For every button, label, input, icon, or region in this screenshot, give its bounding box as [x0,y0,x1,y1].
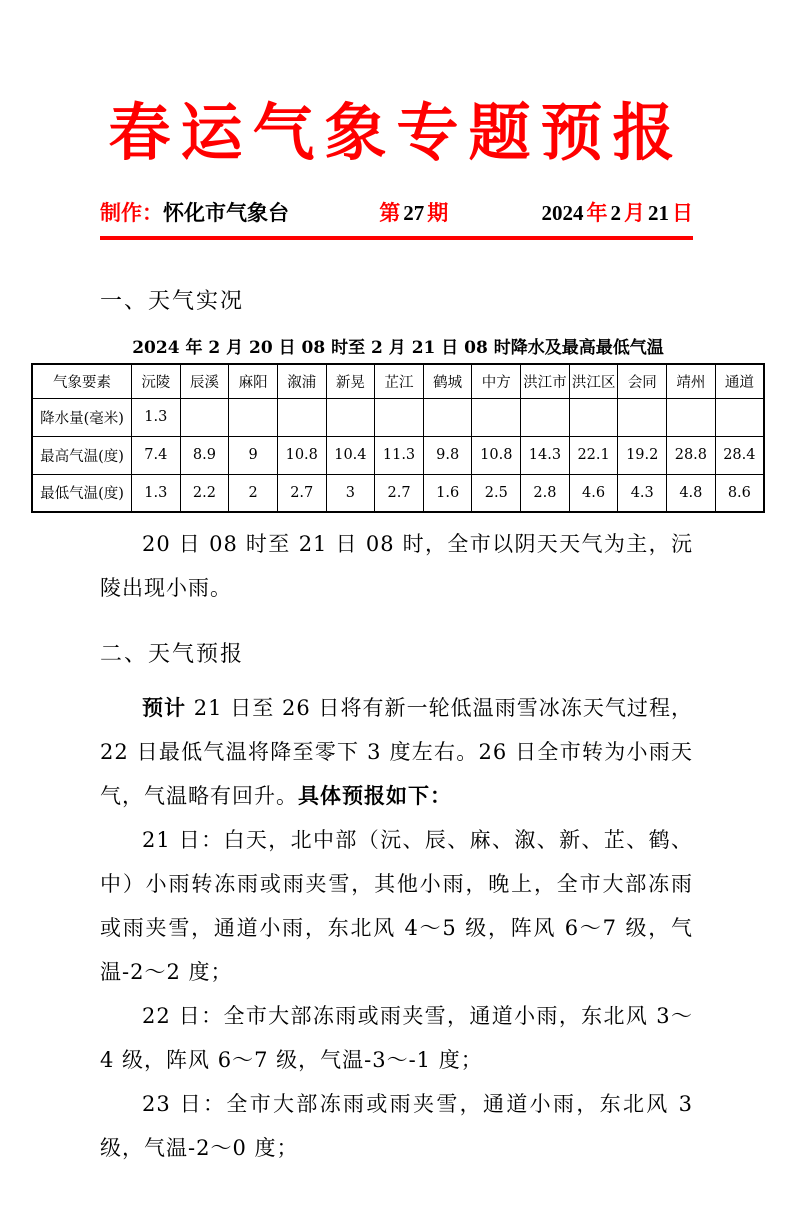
section-heading-weather-actual: 一、天气实况 [100,289,245,314]
meta-row [100,197,693,240]
table-cell: 2.7 [375,474,424,512]
date-day-unit: 日 [672,201,693,225]
table-cell: 10.4 [326,436,375,474]
column-header-station: 靖州 [667,364,716,398]
column-header-station: 会同 [618,364,667,398]
table-cell [569,398,618,436]
table-cell: 9 [229,436,278,474]
column-header-factor: 气象要素 [32,364,132,398]
date-month: 2 [610,201,621,225]
row-label: 最低气温(度) [32,474,132,512]
table-cell: 28.8 [667,436,716,474]
table-cell [180,398,229,436]
table-cell [229,398,278,436]
weather-table-title: 2024 年 2 月 20 日 08 时至 2 月 21 日 08 时降水及最高最低气温 [132,338,664,358]
table-cell: 14.3 [521,436,570,474]
table-cell: 19.2 [618,436,667,474]
column-header-station: 洪江市 [521,364,570,398]
forecast-day-22-paragraph: 22 日：全市大部冻雨或雨夹雪，通道小雨，东北风 3～4 级，阵风 6～7 级，气温-3～-1 度； [100,1004,693,1072]
issue-date [539,197,694,227]
table-cell: 9.8 [423,436,472,474]
weather-table [31,363,765,513]
issue-number-value: 27 [403,201,425,225]
table-cell: 4.8 [667,474,716,512]
table-row [32,474,764,512]
column-header-station: 中方 [472,364,521,398]
table-cell: 3 [326,474,375,512]
table-cell [375,398,424,436]
column-header-station: 芷江 [375,364,424,398]
table-cell [326,398,375,436]
table-cell: 2 [229,474,278,512]
forecast-intro-paragraph [100,686,693,818]
forecast-intro-tail: 具体预报如下： [298,784,452,808]
row-label: 降水量(毫米) [32,398,132,436]
column-header-station: 沅陵 [132,364,181,398]
document-page [0,86,793,1208]
row-label: 最高气温(度) [32,436,132,474]
table-cell: 8.6 [715,474,764,512]
table-cell: 4.6 [569,474,618,512]
column-header-station: 新晃 [326,364,375,398]
column-header-station: 通道 [715,364,764,398]
issue-suffix-char: 期 [427,201,449,225]
document-title: 春运气象专题预报 [108,96,685,169]
column-header-station: 洪江区 [569,364,618,398]
table-cell: 1.6 [423,474,472,512]
section-heading-forecast: 二、天气预报 [100,642,245,667]
issue-number [379,197,448,227]
table-cell: 28.4 [715,436,764,474]
table-cell [423,398,472,436]
table-cell [618,398,667,436]
table-cell: 11.3 [375,436,424,474]
weather-table-body [32,398,764,512]
forecast-day-21-paragraph: 21 日：白天，北中部（沅、辰、麻、溆、新、芷、鹤、中）小雨转冻雨或雨夹雪，其他小雨，晚上，全市大部冻雨或雨夹雪，通道小雨，东北风 4～5 级，阵风 6～7 级，气温-2～2 度； [100,828,693,984]
table-cell: 2.8 [521,474,570,512]
producer-value: 怀化市气象台 [163,201,289,225]
actual-weather-paragraph: 20 日 08 时至 21 日 08 时，全市以阴天天气为主，沅陵出现小雨。 [100,532,693,600]
table-cell [521,398,570,436]
table-cell: 10.8 [472,436,521,474]
table-cell: 2.7 [277,474,326,512]
table-cell: 2.5 [472,474,521,512]
table-row [32,398,764,436]
table-cell: 7.4 [132,436,181,474]
date-day: 21 [648,201,669,225]
forecast-intro-body: 21 日至 26 日将有新一轮低温雨雪冰冻天气过程，22 日最低气温将降至零下 3 度左右。26 日全市转为小雨天气，气温略有回升。 [100,696,693,808]
date-month-unit: 月 [624,201,645,225]
column-header-station: 溆浦 [277,364,326,398]
table-cell: 4.3 [618,474,667,512]
table-cell: 8.9 [180,436,229,474]
table-cell [472,398,521,436]
table-cell [277,398,326,436]
date-year-unit: 年 [586,201,608,225]
table-cell: 10.8 [277,436,326,474]
forecast-day-23-paragraph: 23 日：全市大部冻雨或雨夹雪，通道小雨，东北风 3 级，气温-2～0 度； [100,1092,693,1160]
table-cell: 22.1 [569,436,618,474]
forecast-intro-lead: 预计 [142,696,187,720]
column-header-station: 辰溪 [180,364,229,398]
table-cell [667,398,716,436]
column-header-station: 鹤城 [423,364,472,398]
table-cell [715,398,764,436]
table-cell: 2.2 [180,474,229,512]
producer-label: 制作： [100,201,163,225]
producer [100,197,289,227]
table-cell: 1.3 [132,398,181,436]
weather-table-header-row [32,364,764,398]
issue-prefix-char: 第 [379,201,401,225]
column-header-station: 麻阳 [229,364,278,398]
table-row [32,436,764,474]
table-cell: 1.3 [132,474,181,512]
date-year: 2024 [541,201,584,225]
